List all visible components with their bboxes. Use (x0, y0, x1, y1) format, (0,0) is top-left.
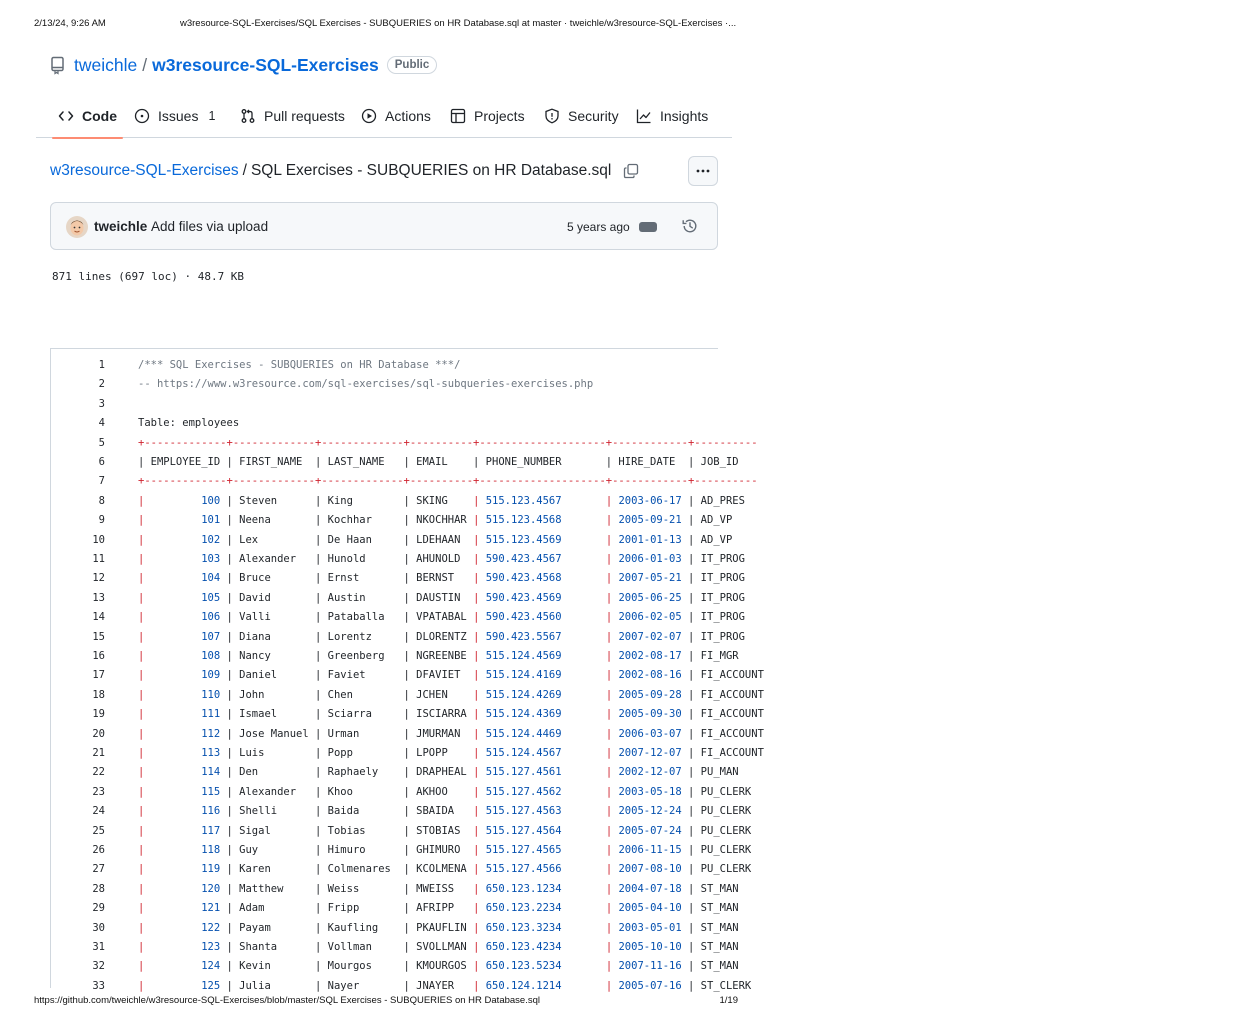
code-line (51, 492, 1251, 511)
code-line (51, 725, 1251, 744)
code-line (51, 589, 1251, 608)
line-code: | 124 | Kevin | Mourgos | KMOURGOS | 650.123.5234 | 2007-11-16 | ST_MAN (138, 960, 739, 973)
tab-insights[interactable] (636, 94, 708, 138)
commit-time-ago: 5 years ago (567, 220, 630, 234)
line-code: | 105 | David | Austin | DAUSTIN | 590.423.4569 | 2005-06-25 | IT_PROG (138, 591, 745, 604)
line-number[interactable]: 2 (98, 378, 105, 391)
line-code: | 119 | Karen | Colmenares | KCOLMENA | 515.127.4566 | 2007-08-10 | PU_CLERK (138, 863, 752, 876)
tab-issues[interactable] (134, 94, 215, 138)
line-number[interactable]: 17 (92, 669, 105, 682)
breadcrumb-separator: / (242, 162, 247, 179)
line-code: | 121 | Adam | Fripp | AFRIPP | 650.123.2234 | 2005-04-10 | ST_MAN (138, 902, 739, 915)
line-number[interactable]: 29 (92, 902, 105, 915)
code-line (51, 919, 1251, 938)
latest-commit-box (50, 202, 718, 250)
line-code: | 115 | Alexander | Khoo | AKHOO | 515.127.4562 | 2003-05-18 | PU_CLERK (138, 785, 752, 798)
line-number[interactable]: 5 (98, 436, 105, 449)
line-number[interactable]: 7 (98, 475, 105, 488)
line-number[interactable]: 8 (98, 494, 105, 507)
file-info: 871 lines (697 loc) · 48.7 KB (52, 270, 245, 283)
print-page-number: 1/19 (719, 995, 738, 1006)
line-number[interactable]: 24 (92, 805, 105, 818)
commit-details-button[interactable] (639, 222, 657, 232)
code-line (51, 628, 1251, 647)
line-number[interactable]: 22 (92, 766, 105, 779)
code-line (51, 395, 1251, 414)
line-code: | 112 | Jose Manuel | Urman | JMURMAN | 515.124.4469 | 2006-03-07 | FI_ACCOUNT (138, 727, 764, 740)
code-line (51, 608, 1251, 627)
code-line (51, 666, 1251, 685)
issue-icon (134, 108, 150, 124)
line-number[interactable]: 12 (92, 572, 105, 585)
code-line (51, 744, 1251, 763)
code-line (51, 531, 1251, 550)
code-line (51, 511, 1251, 530)
repo-separator: / (142, 54, 148, 75)
line-code: | 116 | Shelli | Baida | SBAIDA | 515.127.4563 | 2005-12-24 | PU_CLERK (138, 805, 752, 818)
line-code: | 109 | Daniel | Faviet | DFAVIET | 515.124.4169 | 2002-08-16 | FI_ACCOUNT (138, 669, 764, 682)
code-line (51, 822, 1251, 841)
print-footer (34, 995, 738, 1009)
tab-security-label: Security (568, 108, 619, 124)
line-number[interactable]: 26 (92, 844, 105, 856)
repo-icon (50, 56, 66, 74)
line-number[interactable]: 33 (92, 979, 105, 992)
line-number[interactable]: 14 (92, 611, 105, 624)
tab-issues-label: Issues (158, 108, 199, 124)
code-line (51, 957, 1251, 976)
line-number[interactable]: 6 (98, 456, 105, 468)
line-number[interactable]: 4 (98, 417, 105, 430)
code-line (51, 783, 1251, 802)
tab-actions[interactable] (361, 94, 431, 138)
line-number[interactable]: 18 (92, 688, 105, 701)
more-options-button[interactable] (688, 156, 718, 186)
kebab-horizontal-icon (695, 169, 711, 173)
code-line (51, 414, 1251, 433)
tab-code[interactable] (58, 94, 117, 138)
line-code: | 111 | Ismael | Sciarra | ISCIARRA | 515.124.4369 | 2005-09-30 | FI_ACCOUNT (138, 708, 764, 721)
line-code: /*** SQL Exercises - SUBQUERIES on HR Database ***/ (138, 359, 461, 371)
line-code: | 104 | Bruce | Ernst | BERNST | 590.423.4568 | 2007-05-21 | IT_PROG (138, 572, 745, 585)
line-number[interactable]: 13 (92, 591, 105, 604)
line-number[interactable]: 10 (92, 533, 105, 546)
code-line (51, 434, 1251, 453)
tab-code-label: Code (82, 108, 117, 124)
line-number[interactable]: 30 (92, 921, 105, 934)
tab-security[interactable] (544, 94, 619, 138)
breadcrumb (50, 160, 639, 182)
code-line (51, 569, 1251, 588)
code-line (51, 860, 1251, 879)
code-icon (58, 108, 74, 124)
code-line (51, 453, 1251, 472)
code-line (51, 938, 1251, 957)
line-number[interactable]: 21 (92, 747, 105, 759)
line-number[interactable]: 15 (92, 630, 105, 643)
repo-header (50, 52, 437, 78)
breadcrumb-repo-link[interactable]: w3resource-SQL-Exercises (50, 162, 239, 179)
code-line (51, 802, 1251, 821)
issues-count: 1 (208, 109, 216, 123)
repo-name-link[interactable]: w3resource-SQL-Exercises (152, 54, 379, 75)
graph-icon (636, 108, 652, 124)
tab-pull-requests-label: Pull requests (264, 108, 345, 124)
tab-insights-label: Insights (660, 108, 709, 124)
code-line (51, 550, 1251, 569)
line-number[interactable]: 19 (92, 708, 105, 721)
line-code: | 113 | Luis | Popp | LPOPP | 515.124.4567 | 2007-12-07 | FI_ACCOUNT (138, 747, 764, 759)
line-number[interactable]: 23 (92, 785, 105, 798)
code-line (51, 899, 1251, 918)
shield-icon (544, 108, 560, 124)
line-code: | 120 | Matthew | Weiss | MWEISS | 650.123.1234 | 2004-07-18 | ST_MAN (138, 882, 739, 895)
code-line (51, 880, 1251, 899)
print-url: https://github.com/tweichle/w3resource-SQL-Exercises/blob/master/SQL Exercises - SUBQUERIES on HR Database.sql (34, 995, 540, 1006)
line-number[interactable]: 25 (92, 824, 105, 837)
repo-nav-tabs (36, 94, 732, 138)
tab-actions-label: Actions (385, 108, 431, 124)
play-icon (361, 108, 377, 124)
table-icon (450, 108, 466, 124)
line-number[interactable]: 31 (92, 941, 105, 953)
history-icon[interactable] (681, 217, 699, 240)
code-line (51, 686, 1251, 705)
code-line (51, 705, 1251, 724)
code-line (51, 375, 1251, 394)
line-code: | 106 | Valli | Pataballa | VPATABAL | 590.423.4560 | 2006-02-05 | IT_PROG (138, 611, 745, 624)
line-number[interactable]: 27 (92, 863, 105, 876)
code-line (51, 763, 1251, 782)
commit-message[interactable]: Add files via upload (151, 219, 269, 234)
print-date: 2/13/24, 9:26 AM (34, 18, 106, 29)
tab-projects-label: Projects (474, 108, 525, 124)
line-code: | 117 | Sigal | Tobias | STOBIAS | 515.127.4564 | 2005-07-24 | PU_CLERK (138, 824, 752, 837)
commit-author[interactable]: tweichle (94, 219, 148, 234)
line-code: +-------------+-------------+-------------+----------+--------------------+------------+---------- (138, 475, 758, 488)
copy-icon[interactable] (623, 163, 639, 179)
line-code: -- https://www.w3resource.com/sql-exercises/sql-subqueries-exercises.php (138, 378, 594, 391)
line-code: | 108 | Nancy | Greenberg | NGREENBE | 515.124.4569 | 2002-08-17 | FI_MGR (138, 650, 739, 662)
line-code: | 125 | Julia | Nayer | JNAYER | 650.124.1214 | 2005-07-16 | ST_CLERK (138, 979, 752, 992)
line-number[interactable]: 32 (92, 960, 105, 973)
tab-pull-requests[interactable] (240, 94, 345, 138)
line-code: | 100 | Steven | King | SKING | 515.123.4567 | 2003-06-17 | AD_PRES (138, 494, 745, 507)
line-code: | 118 | Guy | Himuro | GHIMURO | 515.127.4565 | 2006-11-15 | PU_CLERK (138, 844, 752, 856)
code-line (51, 977, 1251, 996)
visibility-badge: Public (387, 56, 438, 74)
line-number[interactable]: 20 (92, 727, 105, 740)
breadcrumb-file-name: SQL Exercises - SUBQUERIES on HR Database.sql (250, 162, 612, 179)
repo-owner-link[interactable]: tweichle (74, 54, 138, 75)
line-code: | 123 | Shanta | Vollman | SVOLLMAN | 650.123.4234 | 2005-10-10 | ST_MAN (138, 941, 739, 953)
line-code: Table: employees (138, 417, 240, 430)
print-title: w3resource-SQL-Exercises/SQL Exercises - SUBQUERIES on HR Database.sql at master · tweichle/w3resource-SQL-Exercises ·... (180, 18, 737, 29)
line-number[interactable]: 16 (92, 650, 105, 662)
code-line (51, 647, 1251, 666)
code-line (51, 356, 1251, 375)
line-code: | 122 | Payam | Kaufling | PKAUFLIN | 650.123.3234 | 2003-05-01 | ST_MAN (138, 921, 739, 934)
line-number[interactable]: 28 (92, 882, 105, 895)
line-code: +-------------+-------------+-------------+----------+--------------------+------------+---------- (138, 436, 758, 449)
line-code: | 107 | Diana | Lorentz | DLORENTZ | 590.423.5567 | 2007-02-07 | IT_PROG (138, 630, 745, 643)
line-code: | 102 | Lex | De Haan | LDEHAAN | 515.123.4569 | 2001-01-13 | AD_VP (138, 533, 733, 546)
line-code: | EMPLOYEE_ID | FIRST_NAME | LAST_NAME | EMAIL | PHONE_NUMBER | HIRE_DATE | JOB_ID (138, 456, 739, 468)
line-number[interactable]: 9 (98, 514, 105, 527)
line-code: | 101 | Neena | Kochhar | NKOCHHAR | 515.123.4568 | 2005-09-21 | AD_VP (138, 514, 733, 527)
line-code: | 110 | John | Chen | JCHEN | 515.124.4269 | 2005-09-28 | FI_ACCOUNT (138, 688, 764, 701)
avatar[interactable] (66, 216, 88, 238)
line-number[interactable]: 11 (92, 553, 105, 565)
print-header (34, 18, 738, 32)
line-number[interactable]: 1 (98, 359, 105, 371)
tab-projects[interactable] (450, 94, 525, 138)
pull-request-icon (240, 108, 256, 124)
line-number[interactable]: 3 (98, 397, 105, 410)
line-code: | 114 | Den | Raphaely | DRAPHEAL | 515.127.4561 | 2002-12-07 | PU_MAN (138, 766, 739, 779)
line-code: | 103 | Alexander | Hunold | AHUNOLD | 590.423.4567 | 2006-01-03 | IT_PROG (138, 553, 745, 565)
code-line (51, 472, 1251, 491)
code-viewer[interactable] (50, 348, 764, 992)
code-line (51, 841, 1251, 860)
